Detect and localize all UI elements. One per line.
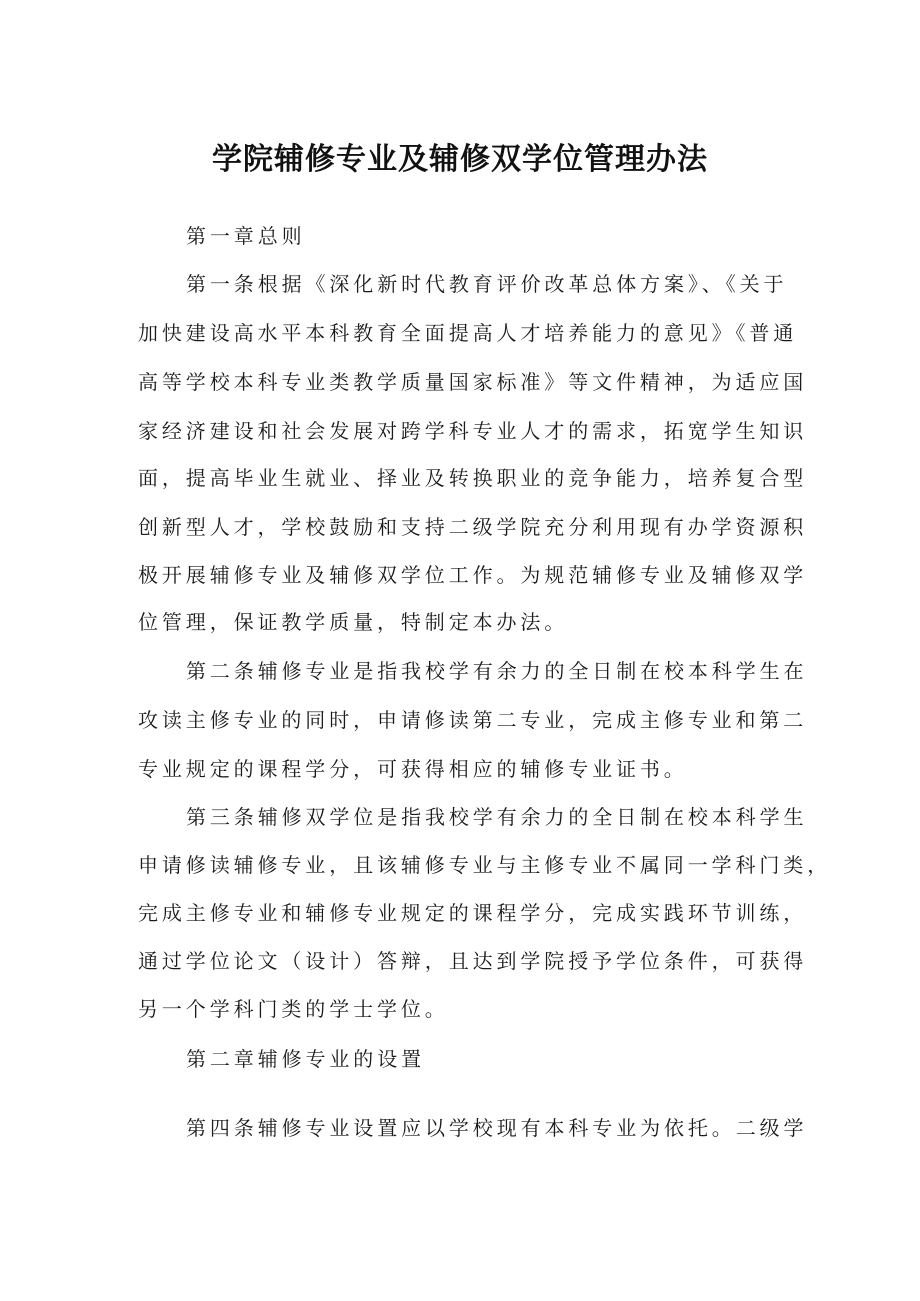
article-2-line-1: 第二条辅修专业是指我校学有余力的全日制在校本科学生在 — [186, 659, 808, 683]
article-1-line-6: 创新型人才，学校鼓励和支持二级学院充分利用现有办学资源积 — [138, 515, 808, 539]
article-1-line-8: 位管理，保证教学质量，特制定本办法。 — [138, 610, 569, 634]
article-1-line-4: 家经济建设和社会发展对跨学科专业人才的需求，拓宽学生知识 — [138, 419, 808, 443]
article-1-line-3: 高等学校本科专业类教学质量国家标准》等文件精神，为适应国 — [138, 370, 808, 394]
document-title: 学院辅修专业及辅修双学位管理办法 — [212, 142, 708, 177]
chapter-heading-1: 第一章总则 — [186, 224, 306, 248]
article-3-line-2: 申请修读辅修专业，且该辅修专业与主修专业不属同一学科门类， — [138, 853, 832, 877]
article-3-line-3: 完成主修专业和辅修专业规定的课程学分，完成实践环节训练， — [138, 901, 808, 925]
article-3-line-5: 另一个学科门类的学士学位。 — [138, 997, 449, 1021]
article-1-line-7: 极开展辅修专业及辅修双学位工作。为规范辅修专业及辅修双学 — [138, 563, 808, 587]
article-1-line-2: 加快建设高水平本科教育全面提高人才培养能力的意见》《普通 — [138, 321, 798, 345]
article-1-line-1: 第一条根据《深化新时代教育评价改革总体方案》、《关于 — [186, 272, 788, 296]
article-2-line-2: 攻读主修专业的同时，申请修读第二专业，完成主修专业和第二 — [138, 708, 808, 732]
article-3-line-4: 通过学位论文（设计）答辩，且达到学院授予学位条件，可获得 — [138, 949, 808, 973]
article-3-line-1: 第三条辅修双学位是指我校学有余力的全日制在校本科学生 — [186, 805, 808, 829]
article-4-line-1: 第四条辅修专业设置应以学校现有本科专业为依托。二级学 — [186, 1116, 808, 1140]
chapter-heading-2: 第二章辅修专业的设置 — [186, 1047, 425, 1071]
article-1-line-5: 面，提高毕业生就业、择业及转换职业的竞争能力，培养复合型 — [138, 466, 808, 490]
article-2-line-3: 专业规定的课程学分，可获得相应的辅修专业证书。 — [138, 757, 688, 781]
